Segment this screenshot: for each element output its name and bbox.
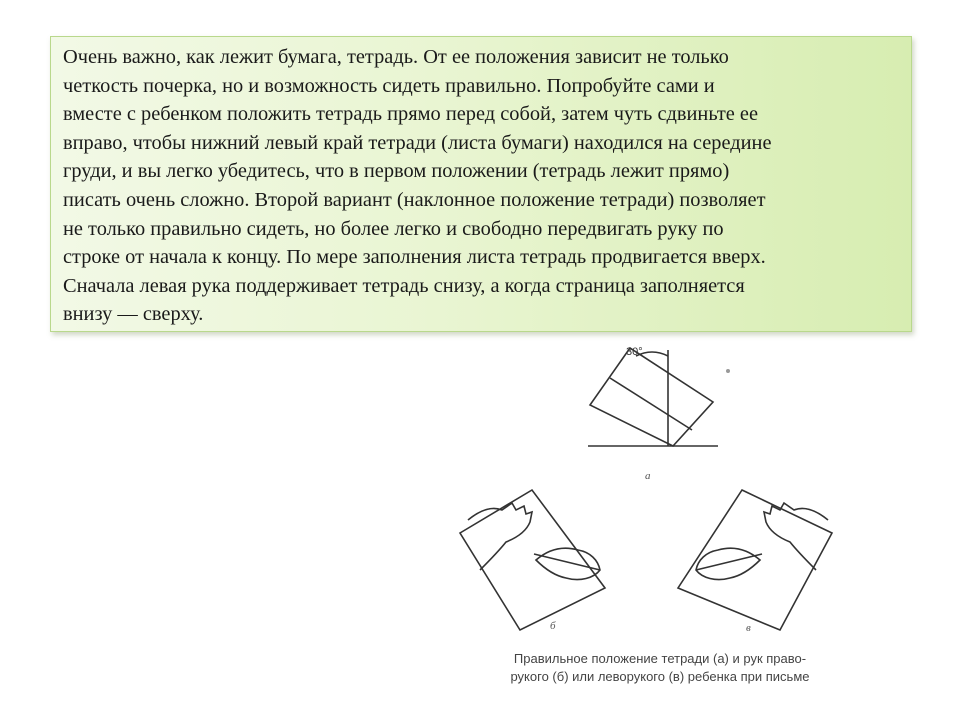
notebook-position-figure [440,338,860,698]
tilted-sheet-a [590,348,713,446]
right-hand-b [536,548,600,579]
diagram-b [460,490,605,630]
diagram-v [678,490,832,630]
mark-dot [726,369,730,373]
main-paragraph: Очень важно, как лежит бумага, тетрадь. От ее положения зависит не только четкость почерка, но и возможность сидеть правильно. Попробуйте сами и вместе с ребенком положить тетрадь прямо перед собой, затем чуть сдвиньте ее вправо, чтобы нижний левый край тетради (листа бумаги) находился на середине груди, и вы легко убедитесь, что в первом положении (тетрадь лежит прямо) писать очень сложно. Второй вариант (наклонное положение тетради) позволяет не только правильно сидеть, но более легко и свободно передвигать руку по строке от начала к концу. По мере заполнения листа тетрадь продвигается вверх. Сначала левая рука поддерживает тетрадь снизу, а когда страница заполняется внизу — сверху. [63,46,772,326]
figure-caption: Правильное положение тетради (а) и рук право- рукого (б) или леворукого (в) ребенка при письме [510,651,810,684]
label-b: б [550,620,556,632]
sheet-fold-line [610,378,692,430]
label-v: в [746,622,751,634]
figure-drawing [440,338,860,698]
diagram-a [588,348,730,446]
text-panel [50,36,912,332]
left-hand-v [696,548,760,579]
label-a: а [645,470,651,482]
angle-label: 30° [626,346,643,358]
